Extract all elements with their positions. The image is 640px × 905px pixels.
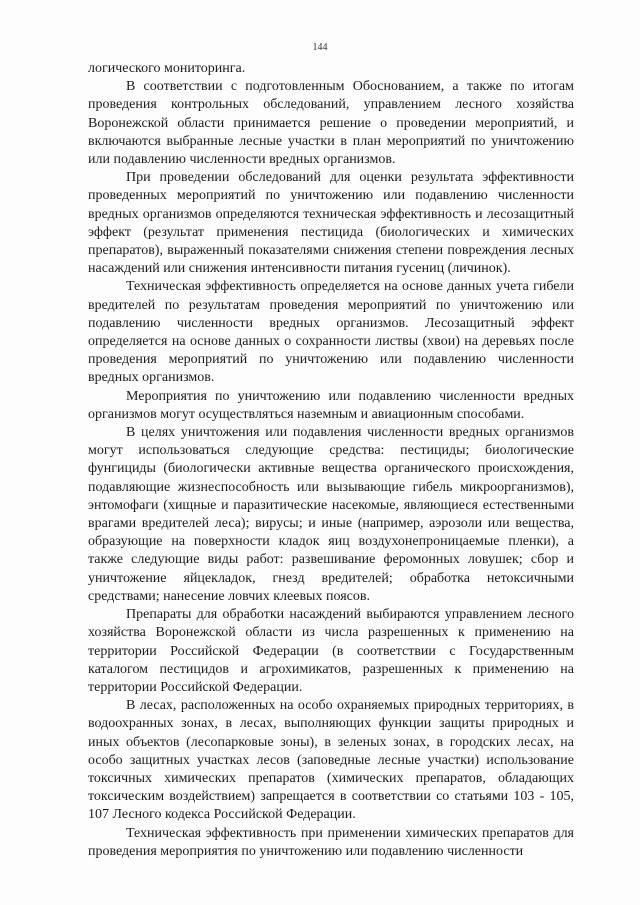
paragraph: Техническая эффективность при применении химических препаратов для проведения мероприятия по уничтожению или подавлению численности [88, 825, 574, 859]
paragraph: В лесах, расположенных на особо охраняемых природных территориях, в водоохранных зонах, в лесах, выполняющих функции защиты природных и иных объектов (лесопарковые зоны), в зеленых зонах, в городских лесах, на особо защитных участках лесов (заповедные лесные участки) использование токсичных химических препаратов (химических препаратов, обладающих токсическим воздействием) запрещается в соответствии со статьями 103 - 105, 107 Лесного кодекса Российской Федерации. [88, 698, 574, 823]
body-text [88, 60, 574, 861]
paragraph: При проведении обследований для оценки результата эффективности проведенных мероприятий по уничтожению или подавлению численности вредных организмов определяются техническая эффективность и лесозащитный эффект (результат применения пестицида (биологических и химических препаратов), выраженный показателями снижения степени повреждения лесных насаждений или снижения интенсивности питания гусениц (личинок). [88, 170, 574, 277]
paragraph: В соответствии с подготовленным Обоснованием, а также по итогам проведения контрольных обследований, управлением лесного хозяйства Воронежской области принимается решение о проведении мероприятий, и включаются выбранные лесные участки в план мероприятий по уничтожению или подавлению численности вредных организмов. [88, 79, 574, 168]
paragraph: Препараты для обработки насаждений выбираются управлением лесного хозяйства Воронежской области из числа разрешенных к применению на территории Российской Федерации (в соответствии с Государственным каталогом пестицидов и агрохимикатов, разрешенных к применению на территории Российской Федерации. [88, 607, 574, 695]
paragraph: Техническая эффективность определяется на основе данных учета гибели вредителей по результатам проведения мероприятий по уничтожению или подавлению численности вредных организмов. Лесозащитный эффект определяется на основе данных о сохранности листвы (хвои) на деревьях после проведения мероприятий по уничтожению или подавлению численности вредных организмов. [88, 279, 574, 386]
paragraph: Мероприятия по уничтожению или подавлению численности вредных организмов могут осуществляться наземным и авиационным способами. [88, 388, 574, 422]
paragraph: В целях уничтожения или подавления численности вредных организмов могут использоваться следующие средства: пестициды; биологические фунгициды (биологически активные вещества органического происхождения, подавляющие жизнеспособность или вызывающие гибель микроорганизмов), энтомофаги (хищные и паразитические насекомые, являющиеся естественными врагами вредителей леса); вирусы; и иные (например, аэрозоли или вещества, образующие на поверхности кладок яиц воздухонепроницаемые пленки), а также следующие виды работ: развешивание феромонных ловушек; сбор и уничтожение яйцекладок, гнезд вредителей; обработка нетоксичными средствами; нанесение ловчих клеевых поясов. [88, 425, 574, 604]
paragraph: логического мониторинга. [88, 61, 246, 76]
page-number: 144 [312, 42, 328, 53]
